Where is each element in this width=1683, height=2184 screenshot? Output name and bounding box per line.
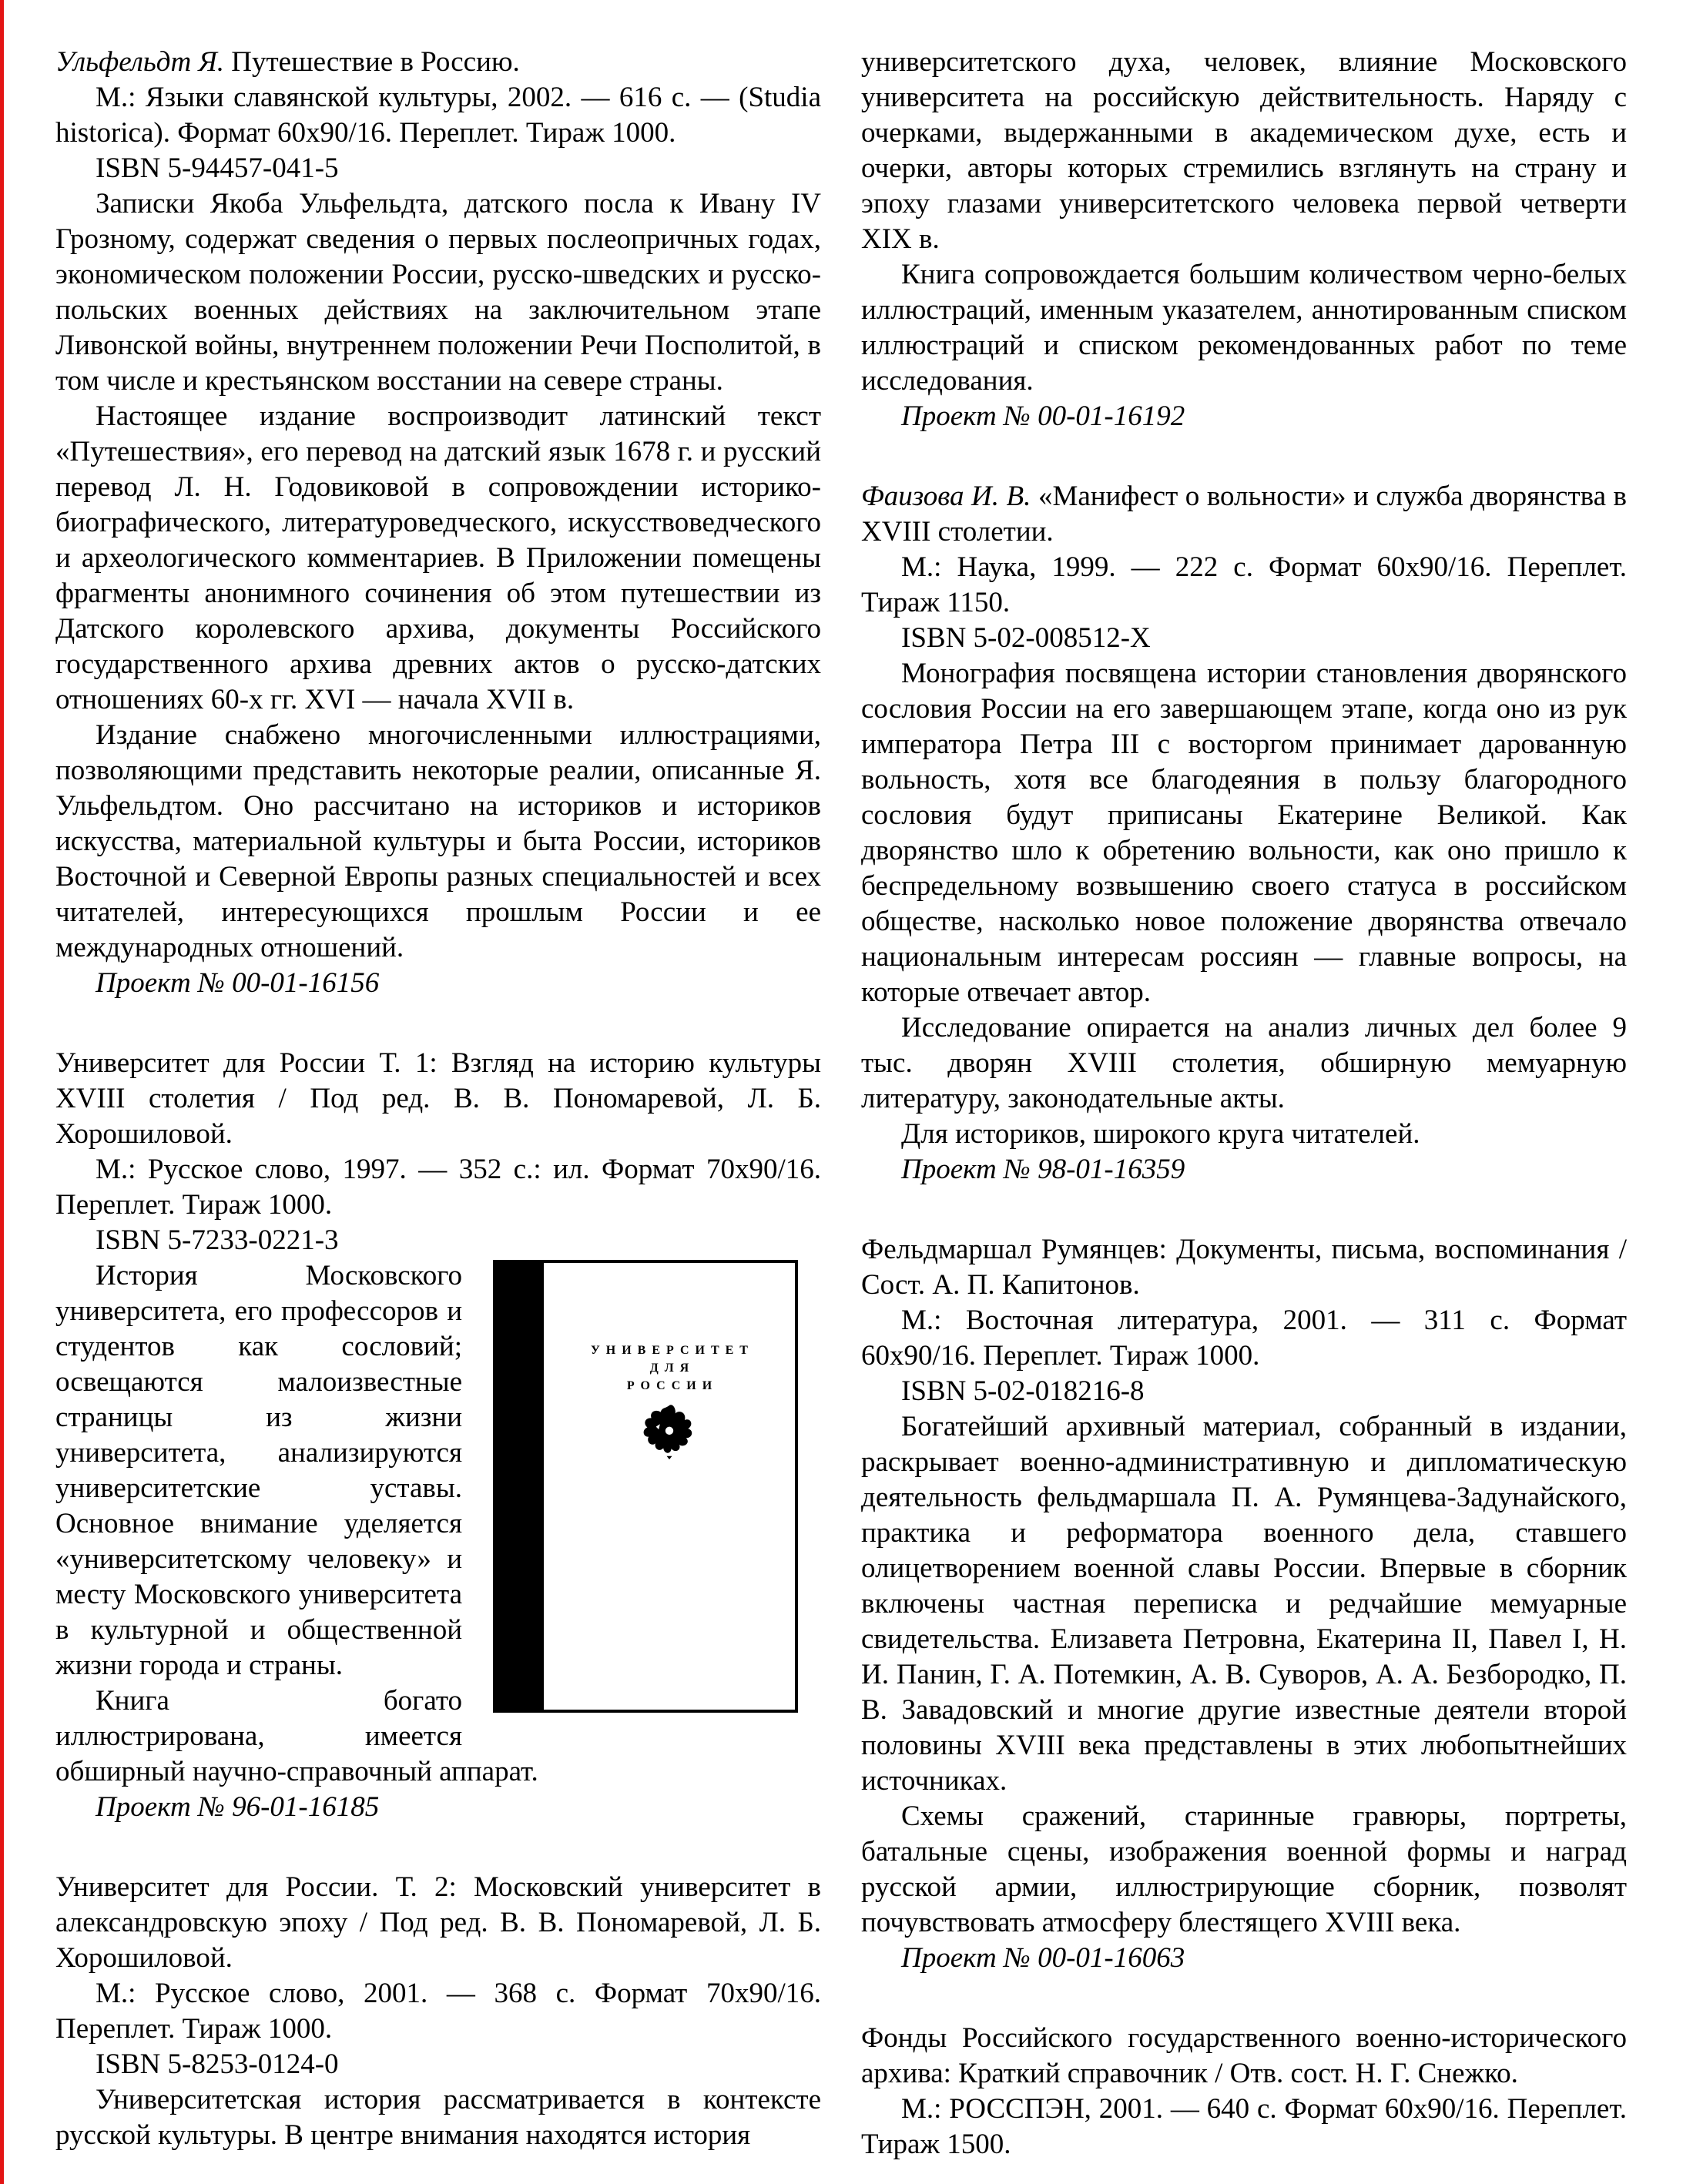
cover-title bbox=[544, 1342, 795, 1395]
isbn-line: ISBN 5-8253-0124-0 bbox=[96, 2048, 339, 2080]
annotation-paragraph: Книга сопровождается большим количеством черно-белых иллюстраций, именным указателем, аннотированным списком иллюстраций и списком рекомендованных работ по теме исследования. bbox=[861, 259, 1627, 397]
book-cover-image bbox=[493, 1260, 798, 1713]
annotation-paragraph: Для историков, широкого круга читателей. bbox=[901, 1118, 1420, 1150]
annotation-paragraph: Издание снабжено многочисленными иллюстрациями, позволяющими представить некоторые реалии, описанные Я. Ульфельдтом. Оно рассчитано на историков и историков искусства, материальной культуры и быта России, историков Восточной и Северной Европы разных специальностей и всех читателей, интересующихся прошлым России и ее международных отношений. bbox=[55, 719, 821, 963]
entry-author: Ульфельдт Я. bbox=[55, 46, 225, 78]
entry-heading bbox=[55, 45, 821, 80]
entry-title: Университет для России. Т. 2: Московский университет в александровскую эпоху bbox=[55, 1871, 821, 1938]
isbn-line: ISBN 5-94457-041-5 bbox=[96, 152, 339, 184]
entry-heading bbox=[861, 479, 1627, 550]
entry-title: Университет для России Т. 1: Взгляд на историю культуры XVIII столетия bbox=[55, 1047, 821, 1114]
isbn-line: ISBN 5-02-018216-8 bbox=[901, 1375, 1145, 1407]
annotation-paragraph-continued: университетского духа, человек, влияние Московского университета на российскую действительность. Наряду с очерками, выдержанными в академическом духе, есть и очерки, авторы которых стремились взглянуть на страну и эпоху глазами университетского человека первой четверти XIX в. bbox=[861, 46, 1627, 255]
imprint-line: М.: Русское слово, 1997. — 352 с.: ил. Формат 70х90/16. Переплет. Тираж 1000. bbox=[55, 1154, 821, 1221]
annotation-paragraph: Книга богато иллюстрирована, имеется обширный научно-справочный аппарат. bbox=[55, 1685, 538, 1787]
two-column-text bbox=[55, 45, 1627, 2162]
project-number: Проект № 00-01-16192 bbox=[901, 400, 1185, 432]
cover-title-line: ДЛЯ bbox=[649, 1362, 696, 1375]
imprint-line: М.: Восточная литература, 2001. — 311 с. Формат 60х90/16. Переплет. Тираж 1000. bbox=[861, 1305, 1627, 1372]
annotation-paragraph: Богатейший архивный материал, собранный в издании, раскрывает военно-административную и дипломатическую деятельность фельдмаршала П. А. Румянцева-Задунайского, практика и реформатора военного дела, ставшего олицетворением военной славы России. Впервые в сборник включены частная переписка и редчайшие мемуарные свидетельства. Елизавета Петровна, Екатерина II, Павел I, Н. И. Панин, Г. А. Потемкин, А. В. Суворов, А. А. Безбородко, П. В. Завадовский и многие другие известные деятели второй половины XVIII века представлены в этих любопытнейших источниках. bbox=[861, 1411, 1627, 1797]
entry-heading bbox=[55, 1870, 821, 1976]
scan-edge-artifact bbox=[0, 0, 4, 2184]
annotation-paragraph: Схемы сражений, старинные гравюры, портреты, батальные сцены, изображения военной формы и наград русской армии, иллюстрирующие сборник, позволят почувствовать атмосферу блестящего XVIII века. bbox=[861, 1800, 1627, 1938]
entry-compiler: / Отв. сост. Н. Г. Снежко. bbox=[1207, 2058, 1518, 2089]
imprint-line: М.: Русское слово, 2001. — 368 с. Формат 70х90/16. Переплет. Тираж 1000. bbox=[55, 1978, 821, 2045]
isbn-line: ISBN 5-7233-0221-3 bbox=[96, 1224, 339, 1256]
entry-heading bbox=[55, 1046, 821, 1152]
entry-author: Фаизова И. В. bbox=[861, 481, 1031, 512]
imprint-line: М.: Наука, 1999. — 222 с. Формат 60х90/16. Переплет. Тираж 1150. bbox=[861, 551, 1627, 618]
imprint-line: М.: РОССПЭН, 2001. — 640 с. Формат 60х90/16. Переплет. Тираж 1500. bbox=[861, 2093, 1627, 2160]
entry-title: Путешествие в Россию. bbox=[224, 46, 520, 78]
right-column bbox=[861, 45, 1627, 2162]
left-column bbox=[55, 45, 821, 2162]
entry-ulfeldt bbox=[55, 45, 821, 1001]
entry-universitet-t2 bbox=[55, 1870, 821, 2153]
project-number: Проект № 98-01-16359 bbox=[901, 1154, 1185, 1185]
entry-continuation bbox=[861, 45, 1627, 434]
project-number: Проект № 96-01-16185 bbox=[96, 1791, 380, 1823]
cover-title-line: РОССИИ bbox=[626, 1379, 719, 1392]
project-number: Проект № 00-01-16063 bbox=[901, 1942, 1185, 1974]
entry-editors: / Под ред. В. В. Пономаревой, Л. Б. Хорошиловой. bbox=[55, 1083, 821, 1150]
project-number: Проект № 00-01-16156 bbox=[96, 967, 380, 999]
imprint-line: М.: Языки славянской культуры, 2002. — 616 с. — (Studia historica). Формат 60х90/16. Переплет. Тираж 1000. bbox=[55, 82, 821, 149]
entry-compiler: / Сост. А. П. Капитонов. bbox=[861, 1234, 1628, 1301]
annotation-paragraph: Исследование опирается на анализ личных дел более 9 тыс. дворян XVIII столетия, обширную мемуарную литературу, законодательные акты. bbox=[861, 1012, 1627, 1114]
entry-title: «Манифест о вольности» и служба дворянства в XVIII столетии. bbox=[861, 481, 1627, 548]
publisher-emblem-icon bbox=[544, 1400, 795, 1460]
book-spine bbox=[496, 1263, 544, 1710]
entry-title: Фельдмаршал Румянцев: Документы, письма, воспоминания bbox=[861, 1234, 1610, 1265]
annotation-paragraph: Университетская история рассматривается в контексте русской культуры. В центре внимания находятся история bbox=[55, 2084, 821, 2151]
entry-rumyantsev bbox=[861, 1232, 1627, 1976]
annotation-paragraph: История Московского университета, его профессоров и студентов как сословий; освещаются малоизвестные страницы из жизни университета, анализируются университетские уставы. Основное внимание уделяется «университетскому человеку» и месту Московского университета в культурной и общественной жизни города и страны. bbox=[55, 1260, 462, 1681]
annotation-paragraph: Записки Якоба Ульфельдта, датского посла к Ивану IV Грозному, содержат сведения о первых послеопричных годах, экономическом положении России, русско-шведских и русско-польских военных действиях на заключительном этапе Ливонской войны, внутреннем положении Речи Посполитой, в том числе и крестьянском восстании на севере страны. bbox=[55, 188, 821, 397]
annotation-paragraph: Монография посвящена истории становления дворянского сословия России на его завершающем этапе, когда оно из рук императора Петра III с восторгом принимает дарованную вольность, хотя все благодеяния в пользу благородного сословия будут приписаны Екатерине Великой. Как дворянство шло к обретению вольности, как оно пришло к беспредельному возвышению своего статуса в российском обществе, насколько новое положение дворянства отвечало национальным интересам россиян — главные вопросы, на которые отвечает автор. bbox=[861, 658, 1627, 1008]
isbn-line: ISBN 5-02-008512-X bbox=[901, 622, 1151, 654]
entry-title: Фонды Российского государственного военно-исторического архива: Краткий справочник bbox=[861, 2022, 1627, 2089]
annotation-paragraph: Настоящее издание воспроизводит латинский текст «Путешествия», его перевод на датский язык 1678 г. и русский перевод Л. Н. Годовиковой в сопровождении историко-биографического, литературоведческого, искусствоведческого и археологического комментариев. В Приложении помещены фрагменты анонимного сочинения об этом путешествии из Датского королевского архива, документы Российского государственного архива древних актов о русско-датских отношениях 60-х гг. XVI — начала XVII в. bbox=[55, 400, 821, 715]
entry-fondy-rgvia bbox=[861, 2021, 1627, 2162]
entry-editors: / Под ред. В. В. Пономаревой, Л. Б. Хорошиловой. bbox=[55, 1907, 822, 1974]
entry-faizova bbox=[861, 479, 1627, 1187]
entry-universitet-t1 bbox=[55, 1046, 821, 1825]
cover-title-line: УНИВЕРСИТЕТ bbox=[591, 1344, 754, 1357]
entry-heading bbox=[861, 1232, 1627, 1303]
entry-heading bbox=[861, 2021, 1627, 2092]
